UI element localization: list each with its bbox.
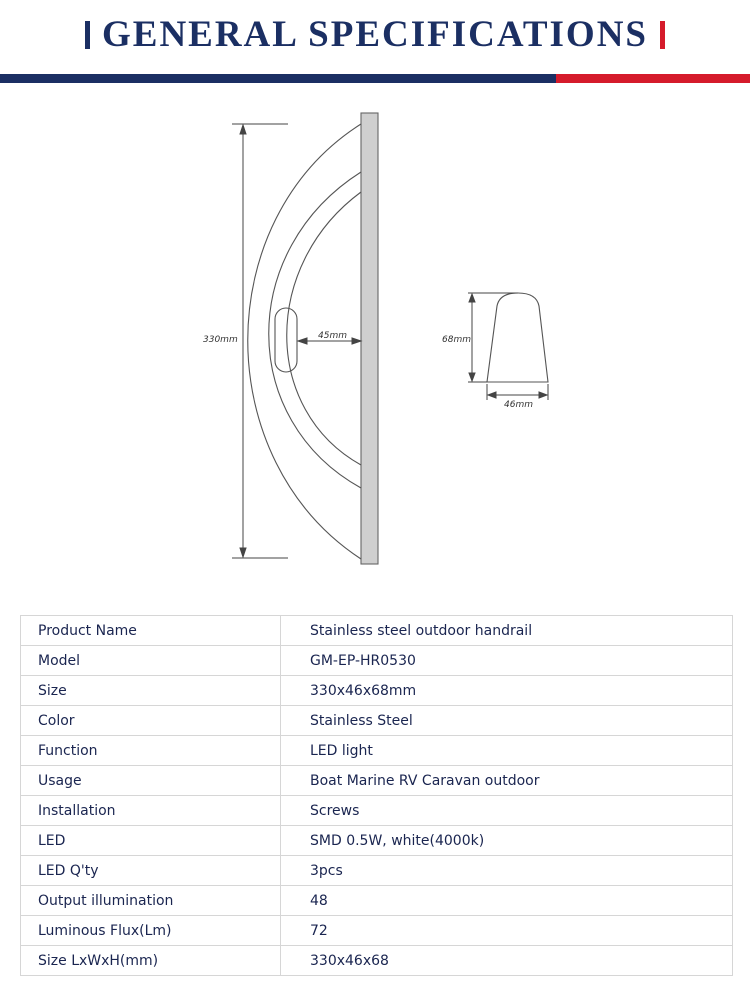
- spec-value: Boat Marine RV Caravan outdoor: [281, 766, 733, 796]
- page-title: [0, 12, 750, 58]
- spec-label: Usage: [21, 766, 281, 796]
- led-window: [275, 308, 297, 372]
- table-row: [21, 616, 733, 646]
- page-header: [0, 0, 750, 74]
- spec-value: GM-EP-HR0530: [281, 646, 733, 676]
- handrail-side-view: [248, 113, 378, 564]
- page-title-text: GENERAL SPECIFICATIONS: [101, 14, 648, 55]
- table-row: [21, 706, 733, 736]
- header-rule-blue: [0, 74, 556, 83]
- spec-label: Size LxWxH(mm): [21, 946, 281, 976]
- spec-label: Size: [21, 676, 281, 706]
- table-row: [21, 856, 733, 886]
- spec-label: Luminous Flux(Lm): [21, 916, 281, 946]
- spec-value: 330x46x68: [281, 946, 733, 976]
- spec-value: 72: [281, 916, 733, 946]
- spec-value: 330x46x68mm: [281, 676, 733, 706]
- table-row: [21, 916, 733, 946]
- spec-label: Function: [21, 736, 281, 766]
- table-row: [21, 646, 733, 676]
- table-row: [21, 766, 733, 796]
- spec-value: Stainless steel outdoor handrail: [281, 616, 733, 646]
- spec-label: Model: [21, 646, 281, 676]
- table-row: [21, 796, 733, 826]
- spec-label: Product Name: [21, 616, 281, 646]
- spec-label: Installation: [21, 796, 281, 826]
- spec-label: LED Q'ty: [21, 856, 281, 886]
- spec-label: Output illumination: [21, 886, 281, 916]
- spec-value: 48: [281, 886, 733, 916]
- table-row: [21, 946, 733, 976]
- depth-label: 45mm: [318, 331, 347, 341]
- profile-width-label: 46mm: [504, 400, 533, 410]
- table-row: [21, 886, 733, 916]
- mounting-plate: [361, 113, 378, 564]
- spec-value: LED light: [281, 736, 733, 766]
- spec-value: SMD 0.5W, white(4000k): [281, 826, 733, 856]
- spec-label: LED: [21, 826, 281, 856]
- spec-value: Screws: [281, 796, 733, 826]
- handrail-inner-arc-2: [287, 192, 361, 465]
- dimension-drawing: [0, 90, 750, 590]
- title-bar-right: [660, 21, 665, 49]
- height-dimension: [232, 124, 288, 558]
- title-bar-left: [85, 21, 90, 49]
- profile-height-label: 68mm: [442, 335, 471, 345]
- profile-width-dimension: [487, 384, 548, 400]
- spec-label: Color: [21, 706, 281, 736]
- header-rule-red: [556, 74, 750, 83]
- handrail-profile: [487, 293, 548, 382]
- specifications-body: [21, 616, 733, 976]
- spec-value: Stainless Steel: [281, 706, 733, 736]
- height-label: 330mm: [203, 335, 238, 345]
- spec-value: 3pcs: [281, 856, 733, 886]
- table-row: [21, 826, 733, 856]
- table-row: [21, 736, 733, 766]
- handrail-inner-arc-1: [269, 172, 361, 488]
- table-row: [21, 676, 733, 706]
- specifications-table: [20, 615, 733, 976]
